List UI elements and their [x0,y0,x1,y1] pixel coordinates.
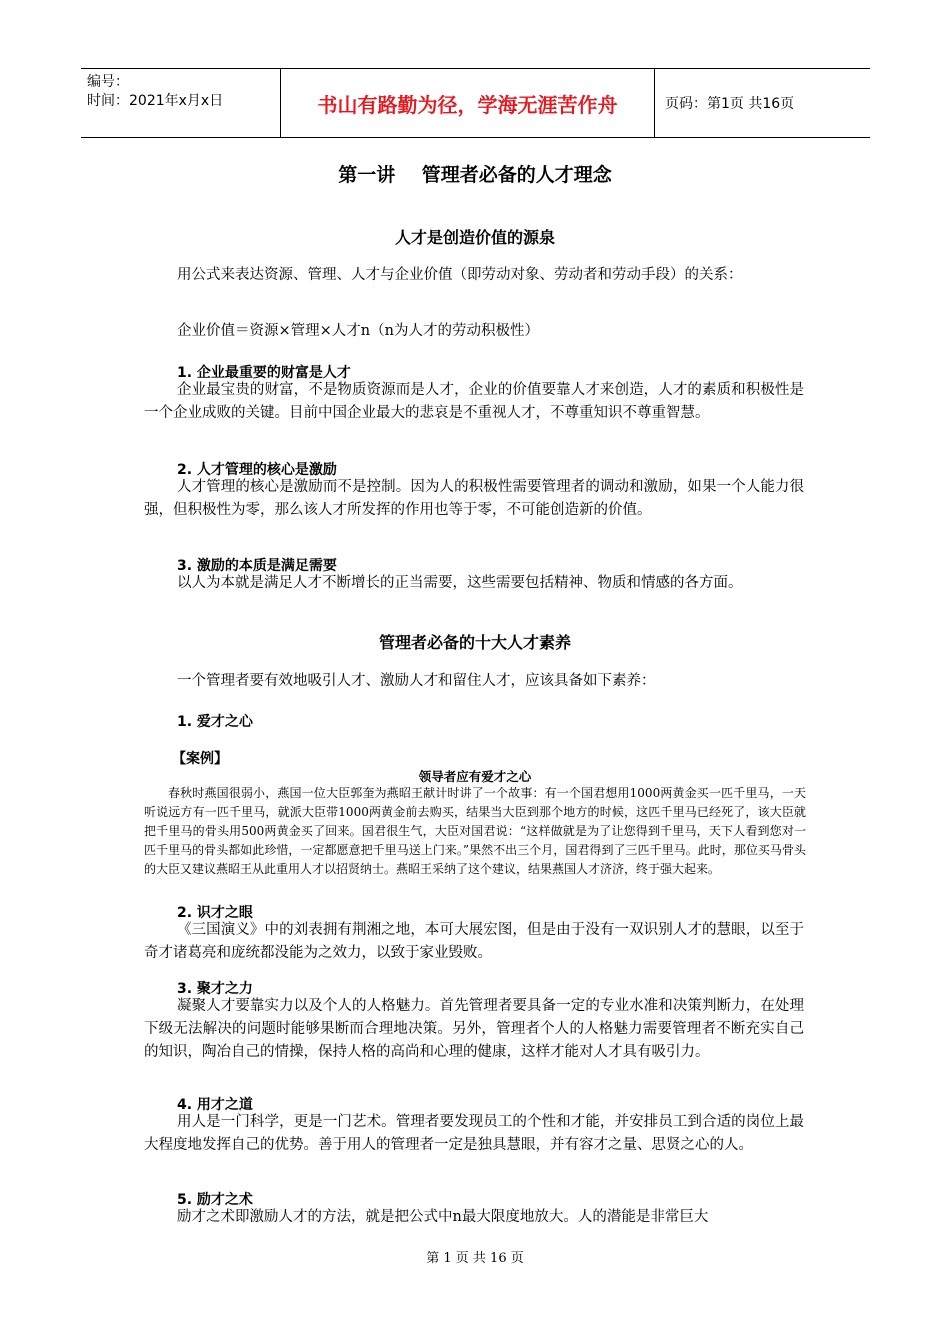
item1-title: 1. 爱才之心 [177,714,253,730]
item5-title: 5. 励才之术 [177,1192,253,1208]
date-label: 时间：2021年x月x日 [87,93,224,109]
header-meta [81,69,281,137]
point1-text: 企业最宝贵的财富，不是物质资源而是人才，企业的价值要靠人才来创造，人才的素质和积极性是一个企业成败的关键。目前中国企业最大的悲哀是不重视人才，不尊重知识不尊重智慧。 [144,382,804,421]
point2-title: 2. 人才管理的核心是激励 [177,462,337,478]
section2-intro: 一个管理者要有效地吸引人才、激励人才和留住人才，应该具备如下素养： [177,673,656,689]
item2-title: 2. 识才之眼 [177,905,253,921]
section1-intro: 用公式来表达资源、管理、人才与企业价值（即劳动对象、劳动者和劳动手段）的关系： [177,267,743,283]
header-page-info: 页码：第1页 共16页 [665,96,795,112]
point1-title: 1. 企业最重要的财富是人才 [177,365,351,381]
case-text: 春秋时燕国很弱小，燕国一位大臣郭奎为燕昭王献计时讲了一个故事：有一个国君想用1000两黄金买一匹千里马，一天听说远方有一匹千里马，就派大臣带1000两黄金前去购买，结果当大臣到那个地方的时候，这匹千里马已经死了，该大臣就把千里马的骨头用500两黄金买了回来。国君很生气，大臣对国君说：“这样做就是为了让您得到千里马，天下人看到您对一匹千里马的骨头都如此珍惜，一定都愿意把千里马送上门来。”果然不出三个月，国君得到了三匹千里马。此时，那位买马骨头的大臣又建议燕昭王从此重用人才以招贤纳士。燕昭王采纳了这个建议，结果燕国人才济济，终于强大起来。 [144,786,806,876]
header-motto: 书山有路勤为径，学海无涯苦作舟 [281,69,655,137]
section2-heading: 管理者必备的十大人才素养 [378,633,571,652]
item2-text: 《三国演义》中的刘表拥有荆湘之地，本可大展宏图，但是由于没有一双识别人才的慧眼，以至于奇才诸葛亮和庞统都没能为之效力，以致于家业毁败。 [144,922,804,961]
item4-title: 4. 用才之道 [177,1097,253,1113]
point2-text: 人才管理的核心是激励而不是控制。因为人的积极性需要管理者的调动和激励，如果一个人能力很强，但积极性为零，那么该人才所发挥的作用也等于零，不可能创造新的价值。 [144,479,804,518]
item4-text: 用人是一门科学，更是一门艺术。管理者要发现员工的个性和才能，并安排员工到合适的岗位上最大程度地发挥自己的优势。善于用人的管理者一定是独具慧眼，并有容才之量、思贤之心的人。 [144,1114,804,1153]
number-label: 编号： [87,74,129,90]
case-label: 【案例】 [172,751,228,767]
point3-title: 3. 激励的本质是满足需要 [177,558,337,574]
item3-title: 3. 聚才之力 [177,981,253,997]
section1-heading: 人才是创造价值的源泉 [394,228,555,247]
item5-text: 励才之术即激励人才的方法，就是把公式中n最大限度地放大。人的潜能是非常巨大 [177,1209,709,1225]
page-footer: 第 1 页 共 16 页 [426,1251,524,1266]
case-title: 领导者应有爱才之心 [418,769,532,784]
page-title: 第一讲 管理者必备的人才理念 [338,164,612,186]
point3-text: 以人为本就是满足人才不断增长的正当需要，这些需要包括精神、物质和情感的各方面。 [177,575,743,591]
section1-formula: 企业价值＝资源×管理×人才n（n为人才的劳动积极性） [177,323,539,339]
document-header [81,68,870,138]
item3-text: 凝聚人才要靠实力以及个人的人格魅力。首先管理者要具备一定的专业水准和决策判断力，在处理下级无法解决的问题时能够果断而合理地决策。另外，管理者个人的人格魅力需要管理者不断充实自己的知识，陶冶自己的情操，保持人格的高尚和心理的健康，这样才能对人才具有吸引力。 [144,998,804,1060]
